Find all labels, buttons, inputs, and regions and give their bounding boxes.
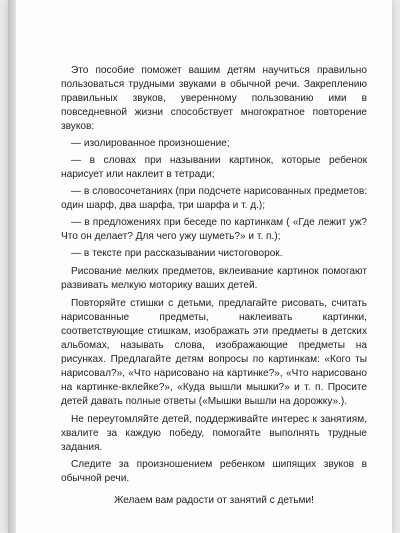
book-page <box>8 0 392 533</box>
intro-paragraph: Это пособие поможет вашим детям научиться правильно пользоваться трудными звуками в обычной речи. Закреплению правильных звуков, уверенному пользованию ими в повседневной жизни способствует многократное повторение звуков: <box>61 65 367 132</box>
no-overtire-paragraph: Не переутомляйте детей, поддерживайте интерес к занятиям, хвалите за каждую победу, помогайте выполнять трудные задания. <box>61 414 367 453</box>
list-item: — в тексте при рассказывании чистоговорок. <box>71 248 283 259</box>
motor-skills-paragraph: Рисование мелких предметов, вклеивание картинок помогают развивать мелкую моторику ваших детей. <box>61 266 367 291</box>
list-item: — в словосочетаниях (при подсчете нарисованных предметов: один шарф, два шарфа, три шарфа и т. д.); <box>61 186 367 211</box>
list-item: — изолированное произношение; <box>71 138 230 149</box>
page-binding-shadow <box>8 0 16 533</box>
repeat-rhymes-paragraph: Повторяйте стишки с детьми, предлагайте рисовать, считать нарисованные предметы, наклеивать картинки, соответствующие стишкам, изображать эти предметы в детских альбомах, называть слова, изображающие предметы на рисунках. Предлагайте детям вопросы по картинкам: «Кого ты нарисовал?», «Что нарисовано на картинке?», «Что нарисовано на картинке-вклейке?», «Куда вышли мышки?» и т. п. Просите детей давать полные ответы («Мышки вышли на дорожку».). <box>61 298 367 407</box>
closing-wish: Желаем вам радости от занятий с детьми! <box>114 495 314 506</box>
pronunciation-paragraph: Следите за произношением ребенком шипящих звуков в обычной речи. <box>61 459 367 484</box>
list-item: — в словах при назывании картинок, которые ребенок нарисует или наклеит в тетради; <box>61 155 367 180</box>
page-text <box>61 64 367 511</box>
list-item: — в предложениях при беседе по картинкам ( «Где лежит уж? Что он делает? Для чего ужу шуметь?» и т. п.); <box>61 217 367 242</box>
